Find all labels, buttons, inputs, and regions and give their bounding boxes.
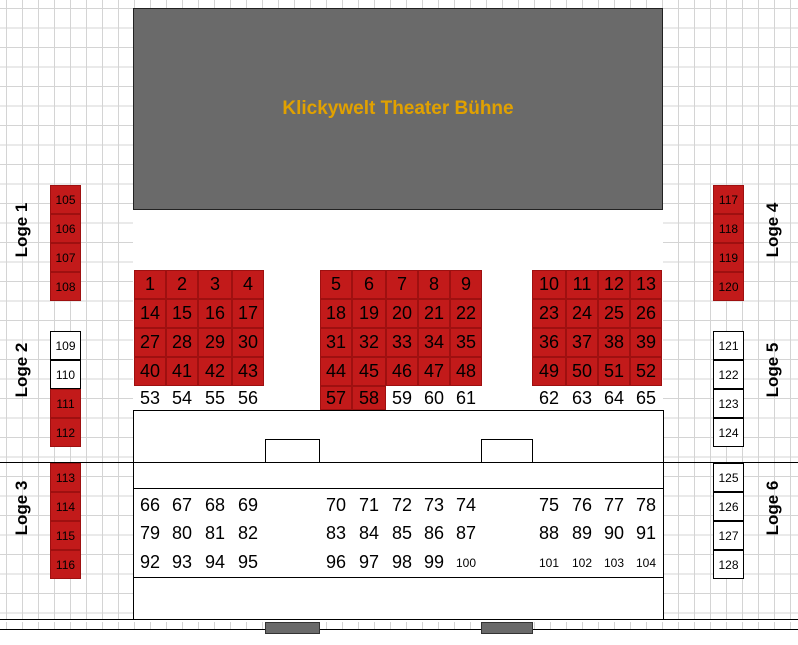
loge-6-label: Loge 6 [763,480,782,536]
seat-96[interactable]: 96 [320,548,352,577]
seat-101[interactable]: 101 [532,548,566,577]
seat-66[interactable]: 66 [134,491,166,519]
seat-71[interactable]: 71 [352,491,386,519]
stage-label: Klickywelt Theater Bühne [282,98,514,119]
seat-120[interactable]: 120 [713,272,744,301]
loge-3-label: Loge 3 [12,480,31,536]
seat-62[interactable]: 62 [532,386,566,410]
seat-87[interactable]: 87 [450,519,482,548]
seat-9[interactable]: 9 [450,270,482,299]
seat-5[interactable]: 5 [320,270,352,299]
seat-22[interactable]: 22 [450,299,482,328]
seat-77[interactable]: 77 [598,491,630,519]
seat-25[interactable]: 25 [598,299,630,328]
divider-line [0,629,798,630]
seat-48[interactable]: 48 [450,357,482,386]
seat-93[interactable]: 93 [166,548,198,577]
loge-4-label: Loge 4 [763,202,782,258]
seat-28[interactable]: 28 [166,328,198,357]
loge-2-label: Loge 2 [12,342,31,398]
divider-line [0,619,798,620]
seat-110[interactable]: 110 [50,360,81,389]
seat-33[interactable]: 33 [386,328,418,357]
seat-76[interactable]: 76 [566,491,598,519]
seat-24[interactable]: 24 [566,299,598,328]
seat-91[interactable]: 91 [630,519,662,548]
seat-32[interactable]: 32 [352,328,386,357]
seat-92[interactable]: 92 [134,548,166,577]
seat-67[interactable]: 67 [166,491,198,519]
seat-37[interactable]: 37 [566,328,598,357]
seat-39[interactable]: 39 [630,328,662,357]
seat-35[interactable]: 35 [450,328,482,357]
seat-122[interactable]: 122 [713,360,744,389]
seat-104[interactable]: 104 [630,548,662,577]
seat-115[interactable]: 115 [50,521,81,550]
seat-7[interactable]: 7 [386,270,418,299]
seat-47[interactable]: 47 [418,357,450,386]
seat-8[interactable]: 8 [418,270,450,299]
step [265,439,320,462]
seat-124[interactable]: 124 [713,418,744,447]
seat-90[interactable]: 90 [598,519,630,548]
seat-72[interactable]: 72 [386,491,418,519]
seat-14[interactable]: 14 [134,299,166,328]
seat-40[interactable]: 40 [134,357,166,386]
seat-20[interactable]: 20 [386,299,418,328]
seat-82[interactable]: 82 [232,519,264,548]
seat-65[interactable]: 65 [630,386,662,410]
loge-5-label: Loge 5 [763,342,782,398]
seat-70[interactable]: 70 [320,491,352,519]
seat-116[interactable]: 116 [50,550,81,579]
seat-54[interactable]: 54 [166,386,198,410]
seat-109[interactable]: 109 [50,331,81,360]
seat-111[interactable]: 111 [50,389,81,418]
seat-73[interactable]: 73 [418,491,450,519]
seat-23[interactable]: 23 [532,299,566,328]
stage [133,8,663,210]
seat-75[interactable]: 75 [532,491,566,519]
seat-46[interactable]: 46 [386,357,418,386]
seat-50[interactable]: 50 [566,357,598,386]
seat-64[interactable]: 64 [598,386,630,410]
seat-17[interactable]: 17 [232,299,264,328]
seat-44[interactable]: 44 [320,357,352,386]
exit-door [265,622,320,634]
seat-102[interactable]: 102 [566,548,598,577]
floor-area [133,442,663,462]
seat-51[interactable]: 51 [598,357,630,386]
seat-86[interactable]: 86 [418,519,450,548]
seat-81[interactable]: 81 [198,519,232,548]
seat-123[interactable]: 123 [713,389,744,418]
divider-line [134,410,664,411]
seat-1[interactable]: 1 [134,270,166,299]
seat-97[interactable]: 97 [352,548,386,577]
seat-19[interactable]: 19 [352,299,386,328]
seat-58[interactable]: 58 [352,386,386,410]
seat-13[interactable]: 13 [630,270,662,299]
exit-door [481,622,533,634]
seat-100[interactable]: 100 [450,548,482,577]
seat-56[interactable]: 56 [232,386,264,410]
seat-3[interactable]: 3 [198,270,232,299]
seat-30[interactable]: 30 [232,328,264,357]
floor-area [133,210,663,266]
seat-29[interactable]: 29 [198,328,232,357]
seat-38[interactable]: 38 [598,328,630,357]
seat-49[interactable]: 49 [532,357,566,386]
seat-121[interactable]: 121 [713,331,744,360]
seat-118[interactable]: 118 [713,214,744,243]
step [481,439,533,462]
seat-89[interactable]: 89 [566,519,598,548]
seat-12[interactable]: 12 [598,270,630,299]
seat-105[interactable]: 105 [50,185,81,214]
divider-line [134,577,664,578]
seat-69[interactable]: 69 [232,491,264,519]
seat-60[interactable]: 60 [418,386,450,410]
seat-117[interactable]: 117 [713,185,744,214]
seat-106[interactable]: 106 [50,214,81,243]
seat-95[interactable]: 95 [232,548,264,577]
seat-74[interactable]: 74 [450,491,482,519]
seat-41[interactable]: 41 [166,357,198,386]
seat-94[interactable]: 94 [198,548,232,577]
seat-26[interactable]: 26 [630,299,662,328]
seat-84[interactable]: 84 [352,519,386,548]
seat-103[interactable]: 103 [598,548,630,577]
seat-10[interactable]: 10 [532,270,566,299]
seat-125[interactable]: 125 [713,463,744,492]
seat-119[interactable]: 119 [713,243,744,272]
seat-61[interactable]: 61 [450,386,482,410]
seat-59[interactable]: 59 [386,386,418,410]
seat-79[interactable]: 79 [134,519,166,548]
seat-27[interactable]: 27 [134,328,166,357]
seat-6[interactable]: 6 [352,270,386,299]
seat-83[interactable]: 83 [320,519,352,548]
seat-36[interactable]: 36 [532,328,566,357]
seat-45[interactable]: 45 [352,357,386,386]
seat-113[interactable]: 113 [50,463,81,492]
loge-1-label: Loge 1 [12,202,31,258]
seat-57[interactable]: 57 [320,386,352,410]
seat-98[interactable]: 98 [386,548,418,577]
seat-114[interactable]: 114 [50,492,81,521]
seat-78[interactable]: 78 [630,491,662,519]
seat-127[interactable]: 127 [713,521,744,550]
seat-126[interactable]: 126 [713,492,744,521]
seat-4[interactable]: 4 [232,270,264,299]
seat-55[interactable]: 55 [198,386,232,410]
seat-42[interactable]: 42 [198,357,232,386]
seat-21[interactable]: 21 [418,299,450,328]
seat-128[interactable]: 128 [713,550,744,579]
seat-112[interactable]: 112 [50,418,81,447]
seat-53[interactable]: 53 [134,386,166,410]
seat-34[interactable]: 34 [418,328,450,357]
floor-area [0,629,798,645]
seat-18[interactable]: 18 [320,299,352,328]
seat-16[interactable]: 16 [198,299,232,328]
seat-99[interactable]: 99 [418,548,450,577]
seat-31[interactable]: 31 [320,328,352,357]
wall-line [663,410,664,619]
seat-43[interactable]: 43 [232,357,264,386]
divider-line [134,488,664,489]
seat-68[interactable]: 68 [198,491,232,519]
divider-line [0,462,798,463]
seat-80[interactable]: 80 [166,519,198,548]
seat-88[interactable]: 88 [532,519,566,548]
seat-11[interactable]: 11 [566,270,598,299]
seat-108[interactable]: 108 [50,272,81,301]
seat-85[interactable]: 85 [386,519,418,548]
seat-52[interactable]: 52 [630,357,662,386]
seat-15[interactable]: 15 [166,299,198,328]
seat-63[interactable]: 63 [566,386,598,410]
seat-2[interactable]: 2 [166,270,198,299]
seat-107[interactable]: 107 [50,243,81,272]
